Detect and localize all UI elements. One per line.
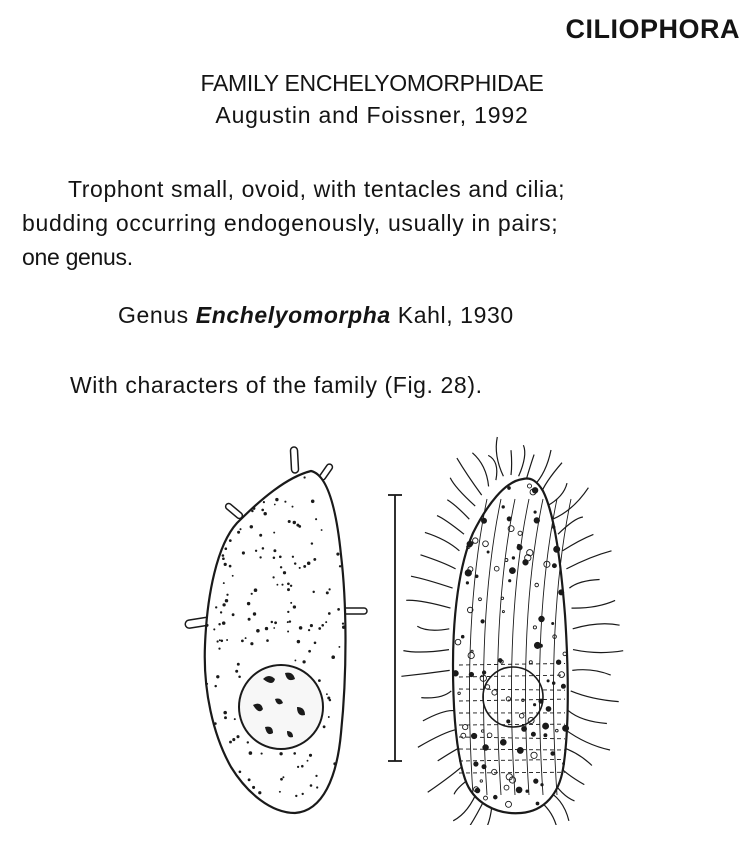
figure-right-cell	[401, 437, 623, 825]
left-cell-body	[205, 471, 346, 813]
genus-description: With characters of the family (Fig. 28).	[70, 372, 483, 398]
scale-bar	[388, 495, 402, 761]
family-description-line-2: budding occurring endogenously, usually in pairs;	[22, 210, 559, 236]
genus-name: Enchelyomorpha	[195, 302, 391, 328]
genus-authority: Kahl, 1930	[397, 302, 514, 328]
figure-left-cell	[185, 447, 367, 813]
family-heading: FAMILY ENCHELYOMORPHIDAE	[200, 70, 544, 96]
family-description-line-3: one genus.	[22, 244, 133, 270]
running-head: CILIOPHORA	[565, 14, 740, 44]
family-description	[22, 172, 744, 274]
figure-28-illustration	[175, 415, 635, 825]
genus-prefix: Genus	[118, 302, 189, 328]
family-authority: Augustin and Foissner, 1992	[215, 102, 529, 128]
family-description-line-1: Trophont small, ovoid, with tentacles and cilia;	[68, 176, 566, 202]
left-cell-nucleus	[239, 665, 323, 749]
genus-heading	[118, 302, 514, 329]
